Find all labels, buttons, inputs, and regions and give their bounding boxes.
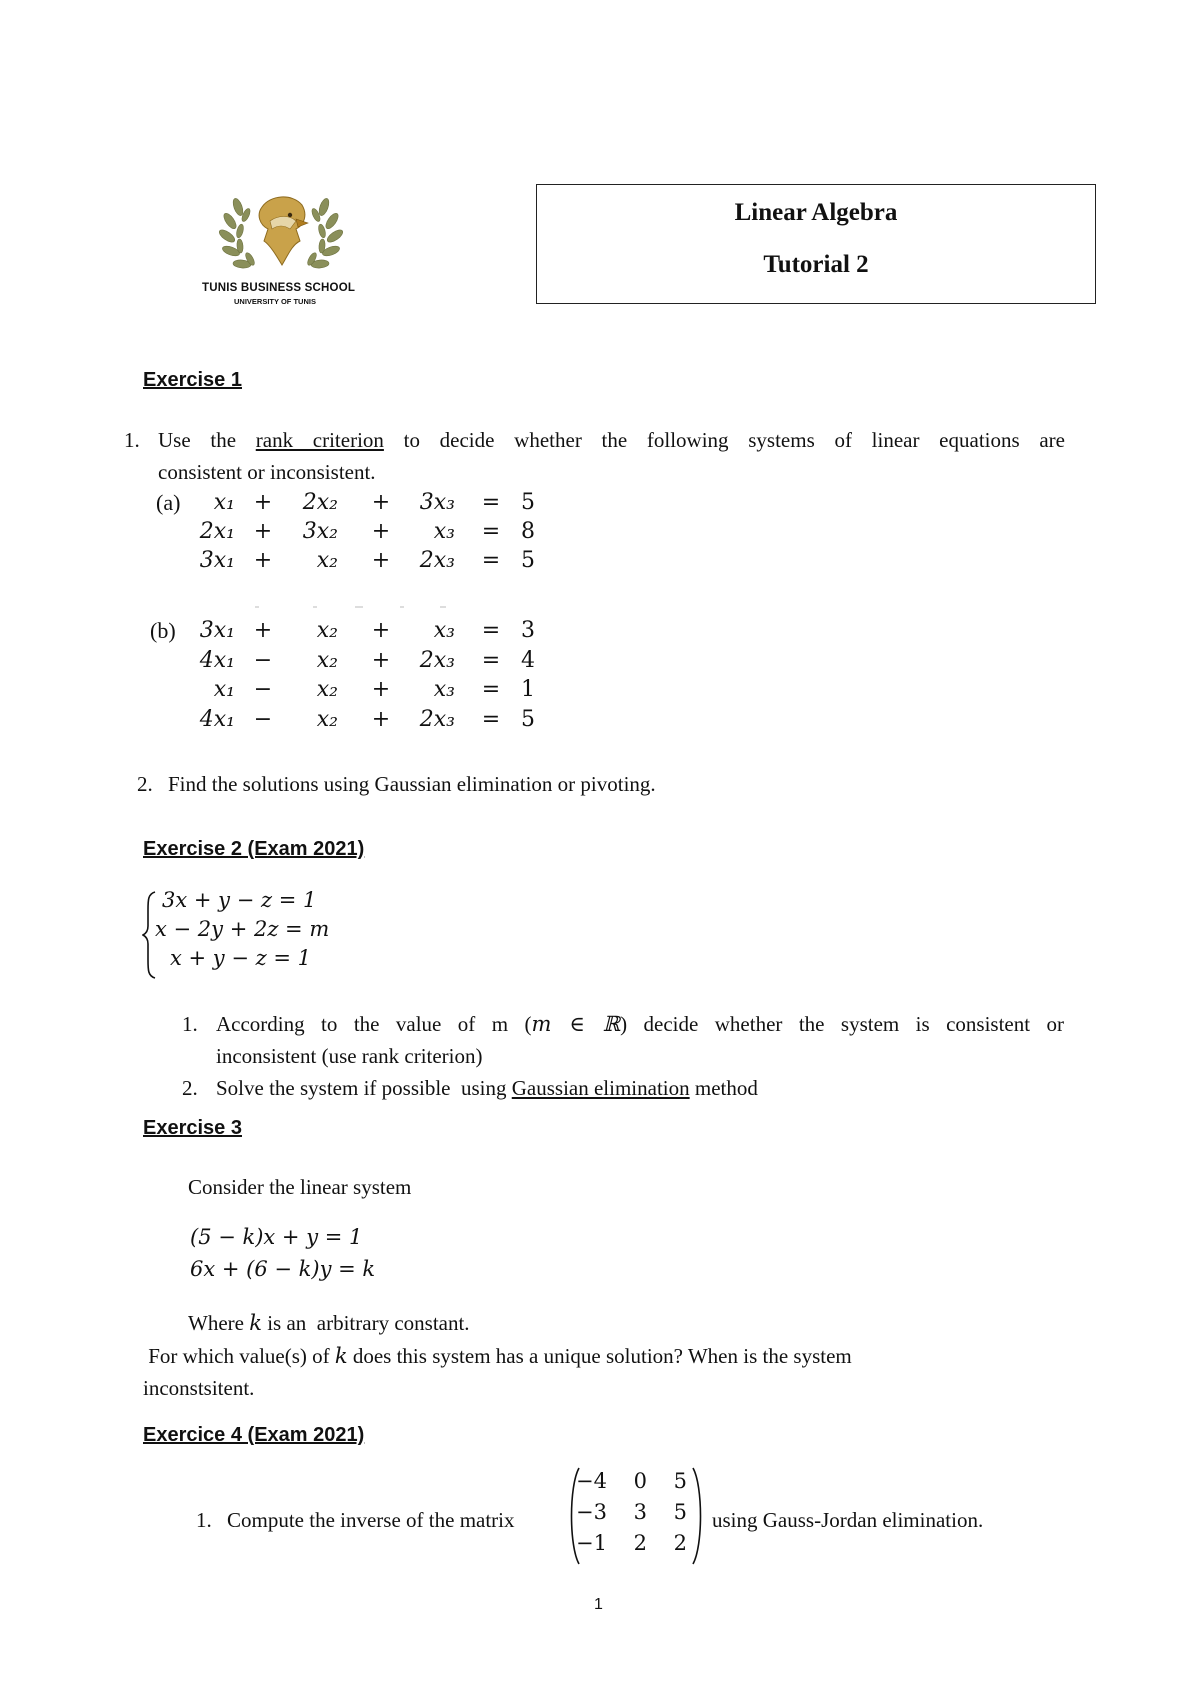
q1-line2: consistent or inconsistent.	[158, 460, 376, 484]
exercise4-item1: 1. Compute the inverse of the matrix	[196, 1508, 515, 1532]
gaussian-elimination-term: Gaussian elimination	[511, 1076, 690, 1100]
q2-number: 2.	[137, 772, 153, 796]
ex2-eq2: x − 2y + 2z = m	[155, 917, 330, 941]
exercise3-intro: Consider the linear system	[188, 1175, 412, 1199]
system-a-label: (a)	[156, 490, 181, 515]
system-b-r3-c3: x₂	[316, 677, 338, 702]
system-a-r2-c5: x₃	[433, 519, 455, 544]
ex2-eq3: x + y − z = 1	[170, 946, 311, 970]
system-b-r2-c7: 4	[521, 648, 535, 673]
system-b-r3-c7: 1	[521, 677, 535, 702]
exercise1-heading: Exercise 1	[143, 369, 242, 391]
q2-text: Find the solutions using Gaussian elimination or pivoting.	[168, 772, 656, 796]
system-a-r3-c6: =	[481, 548, 501, 573]
matrix-cell-r2-c2: 3	[633, 1500, 647, 1524]
system-b	[150, 618, 570, 748]
system-a	[150, 490, 570, 590]
system-b-r3-c5: x₃	[433, 677, 455, 702]
school-logo	[200, 185, 370, 310]
system-b-r4-c5: 2x₃	[419, 707, 455, 732]
system-a-r2-c2: +	[253, 519, 273, 544]
system-b-r1-c5: x₃	[433, 618, 455, 643]
exercise1-q2	[137, 768, 656, 800]
system-b-r1-c3: x₂	[316, 618, 338, 643]
system-b-r2-c6: =	[481, 648, 501, 673]
exercise3-where: Where k is an arbitrary constant.	[188, 1311, 470, 1335]
system-b-r3-c1: x₁	[213, 677, 235, 702]
system-b-r1-c1: 3x₁	[199, 618, 235, 643]
right-paren-icon	[691, 1466, 707, 1566]
matrix-cell-r1-c1: −4	[576, 1469, 607, 1493]
matrix-cell-r2-c1: −3	[576, 1500, 607, 1524]
system-b-r4-c4: +	[371, 707, 391, 732]
matrix-cell-r3-c2: 2	[633, 1531, 647, 1555]
inverse-matrix	[565, 1466, 707, 1566]
system-a-r2-c3: 3x₂	[302, 519, 338, 544]
system-a-r1-c4: +	[371, 490, 391, 515]
system-a-r2-c4: +	[371, 519, 391, 544]
system-b-r1-c7: 3	[521, 618, 535, 643]
exercise2-heading: Exercise 2 (Exam 2021)	[143, 838, 365, 860]
system-b-label: (b)	[150, 618, 176, 643]
exercise3-question: For which value(s) of k does this system has a unique solution? When is the system inconstsitent.	[143, 1344, 852, 1400]
system-a-r3-c5: 2x₃	[419, 548, 455, 573]
exercise4-item1-post: using Gauss-Jordan elimination.	[712, 1508, 984, 1532]
system-a-r1-c7: 5	[521, 490, 535, 515]
school-name: TUNIS BUSINESS SCHOOL	[202, 282, 356, 294]
system-b-r4-c1: 4x₁	[199, 707, 235, 732]
exercise3-heading: Exercise 3	[143, 1117, 242, 1139]
system-a-r1-c1: x₁	[213, 490, 235, 515]
system-b-r1-c4: +	[371, 618, 391, 643]
system-b-r3-c6: =	[481, 677, 501, 702]
system-b-r1-c6: =	[481, 618, 501, 643]
system-b-r2-c5: 2x₃	[419, 648, 455, 673]
course-title: Linear Algebra	[734, 199, 898, 226]
eagle-laurel-emblem-icon	[200, 185, 370, 285]
system-b-r4-c6: =	[481, 707, 501, 732]
system-a-r3-c4: +	[371, 548, 391, 573]
system-a-r2-c1: 2x₁	[199, 519, 235, 544]
system-b-r2-c3: x₂	[316, 648, 338, 673]
system-b-r4-c2: −	[253, 707, 273, 732]
system-a-r1-c2: +	[253, 490, 273, 515]
matrix-cell-r1-c3: 5	[673, 1469, 687, 1493]
exercise2-system	[142, 888, 442, 984]
matrix-cell-r3-c3: 2	[673, 1531, 687, 1555]
ex3-eq1: (5 − k)x + y = 1	[190, 1225, 363, 1249]
ex2-eq1: 3x + y − z = 1	[162, 888, 317, 912]
system-b-r3-c4: +	[371, 677, 391, 702]
system-a-r3-c2: +	[253, 548, 273, 573]
divider-marks	[250, 598, 470, 606]
system-b-r4-c3: x₂	[316, 707, 338, 732]
system-b-r2-c2: −	[253, 648, 273, 673]
system-a-r2-c7: 8	[521, 519, 535, 544]
exercise4-heading: Exercice 4 (Exam 2021)	[143, 1424, 365, 1446]
university-name: UNIVERSITY OF TUNIS	[234, 297, 316, 306]
system-a-r3-c3: x₂	[316, 548, 338, 573]
system-b-r3-c2: −	[253, 677, 273, 702]
system-a-r1-c5: 3x₃	[419, 490, 455, 515]
system-a-r3-c1: 3x₁	[199, 548, 235, 573]
system-a-r1-c3: 2x₂	[302, 490, 338, 515]
system-a-r1-c6: =	[481, 490, 501, 515]
ex3-eq2: 6x + (6 − k)y = k	[190, 1257, 376, 1281]
title-box	[536, 184, 1096, 304]
q1-line1: Use the rank criterion to decide whether the following systems of linear equations are	[158, 428, 1066, 452]
system-a-r3-c7: 5	[521, 548, 535, 573]
q1-number: 1.	[124, 428, 140, 452]
system-b-r2-c1: 4x₁	[199, 648, 235, 673]
matrix-cell-r2-c3: 5	[673, 1500, 687, 1524]
system-b-r4-c7: 5	[521, 707, 535, 732]
system-a-r2-c6: =	[481, 519, 501, 544]
page-number: 1	[594, 1596, 603, 1613]
rank-criterion-term: rank criterion	[255, 428, 384, 452]
system-b-r2-c4: +	[371, 648, 391, 673]
tutorial-title: Tutorial 2	[763, 251, 869, 278]
matrix-cell-r3-c1: −1	[576, 1531, 607, 1555]
matrix-cell-r1-c2: 0	[633, 1469, 647, 1493]
system-b-r1-c2: +	[253, 618, 273, 643]
